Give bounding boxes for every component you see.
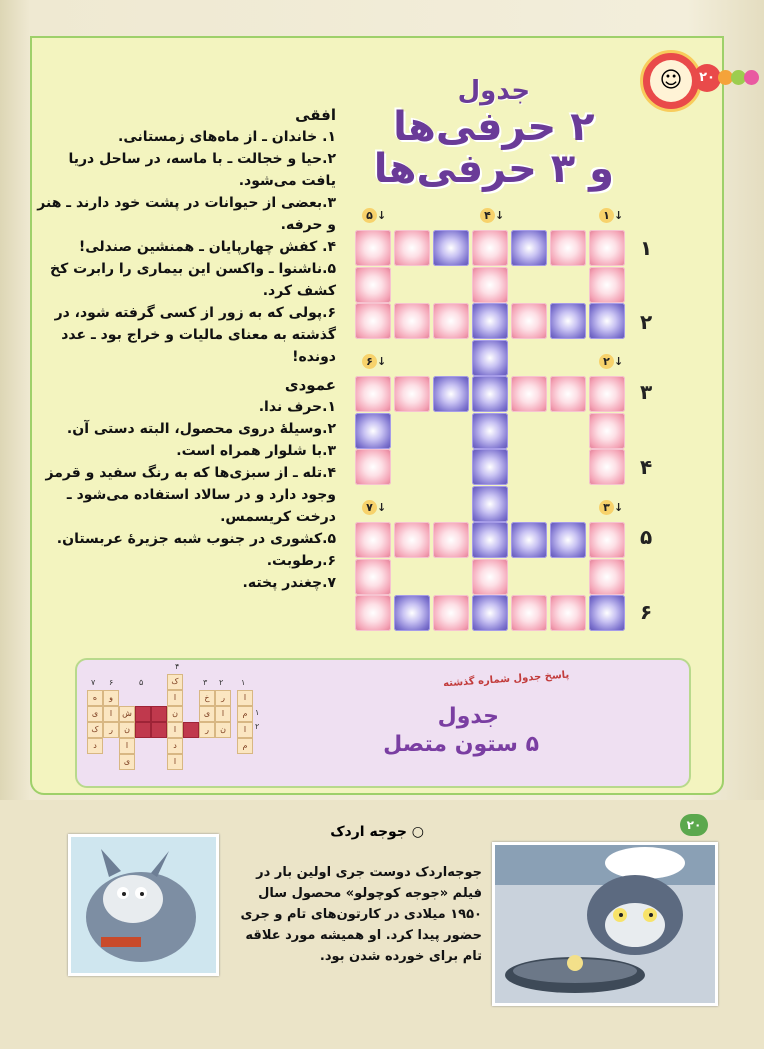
across-clue: ۶.پولی که به زور از کسی گرفته شود، در گذشته به معنای مالیات و خراج بود ـ عدد دونده! (54, 305, 336, 365)
down-clue: ۵.کشوری در جنوب شبه جزیرهٔ عربستان. (56, 531, 336, 547)
answer-column-number: ۴ (175, 662, 180, 671)
answer-column-number: ۵ (139, 678, 144, 687)
grid-cell[interactable] (355, 559, 391, 595)
down-clue: ۷.چغندر پخته. (242, 575, 336, 591)
grid-cell[interactable] (589, 449, 625, 485)
answer-cell: ن (215, 722, 231, 738)
grid-cell[interactable] (550, 595, 586, 631)
answer-cell: ر (199, 722, 215, 738)
answer-cell: ا (119, 738, 135, 754)
column-number: ۲ ↓ (599, 354, 623, 369)
across-clue: ۱. خاندان ـ از ماه‌های زمستانی. (118, 129, 336, 145)
answer-cell: ر (103, 722, 119, 738)
grid-cell[interactable] (355, 522, 391, 558)
grid-cell[interactable] (472, 486, 508, 522)
grid-cell[interactable] (472, 413, 508, 449)
grid-cell[interactable] (472, 340, 508, 376)
grid-cell[interactable] (511, 595, 547, 631)
across-clue: ۲.حیا و خجالت ـ با ماسه، در ساحل دریا یافت می‌شود. (68, 151, 336, 189)
grid-cell[interactable] (550, 303, 586, 339)
answer-cell: ا (167, 690, 183, 706)
answer-cell: ن (119, 722, 135, 738)
across-clue: ۵.ناشنوا ـ واکسن این بیماری را رابرت کخ کشف کرد. (50, 261, 336, 299)
grid-cell[interactable] (355, 595, 391, 631)
grid-cell[interactable] (511, 522, 547, 558)
grid-cell[interactable] (355, 376, 391, 412)
answer-title-2: ۵ ستون متصل (383, 732, 539, 757)
grid-cell[interactable] (589, 303, 625, 339)
answer-cell: د (167, 738, 183, 754)
row-number: ۱ (640, 236, 653, 260)
grid-cell[interactable] (394, 230, 430, 266)
grid-cell[interactable] (355, 303, 391, 339)
answer-column-number: ۱ (241, 678, 246, 687)
grid-cell[interactable] (433, 522, 469, 558)
grid-cell[interactable] (472, 595, 508, 631)
grid-cell[interactable] (394, 303, 430, 339)
answer-cell: ش (119, 706, 135, 722)
column-number: ۱ ↓ (599, 208, 623, 223)
across-clue: ۳.بعضی از حیوانات در پشت خود دارند ـ هنر و حرفه. (37, 195, 336, 233)
answer-cell: ک (167, 674, 183, 690)
answer-blank-cell (135, 722, 151, 738)
down-clue: ۲.وسیلهٔ دروی محصول، البته دستی آن. (66, 421, 336, 437)
answer-cell: خ (199, 690, 215, 706)
grid-cell[interactable] (589, 522, 625, 558)
answer-cell: د (87, 738, 103, 754)
grid-cell[interactable] (472, 230, 508, 266)
answer-cell: ا (215, 706, 231, 722)
tom-cartoon-image (68, 834, 219, 976)
column-number: ۴ ↓ (480, 208, 504, 223)
answer-cell: ی (199, 706, 215, 722)
grid-cell[interactable] (550, 522, 586, 558)
answer-title-1: جدول (437, 704, 499, 729)
answer-column-number: ۲ (219, 678, 224, 687)
grid-cell[interactable] (511, 303, 547, 339)
grid-cell[interactable] (394, 595, 430, 631)
down-clue: ۳.با شلوار همراه است. (176, 443, 336, 459)
clues-section (36, 104, 336, 594)
answer-cell: ی (119, 754, 135, 770)
answer-row-number: ۲ (255, 722, 260, 731)
answer-blank-cell (183, 722, 199, 738)
grid-cell[interactable] (472, 449, 508, 485)
grid-cell[interactable] (394, 522, 430, 558)
answer-cell: ی (87, 706, 103, 722)
answer-column-number: ۷ (91, 678, 96, 687)
title-line-3: و ۳ حرفی‌ها (373, 146, 614, 192)
answer-column-number: ۶ (109, 678, 114, 687)
section-title: ○ جوجه اردک (330, 824, 424, 840)
across-heading: افقی (295, 106, 336, 124)
grid-cell[interactable] (589, 267, 625, 303)
previous-answer-box (75, 658, 691, 788)
page-badge-number: ۲۰ (693, 64, 721, 92)
grid-cell[interactable] (472, 267, 508, 303)
answer-cell: ا (167, 722, 183, 738)
puzzle-title (374, 76, 614, 190)
column-number: ۳ ↓ (599, 500, 623, 515)
row-number: ۴ (640, 455, 653, 479)
grid-cell[interactable] (472, 522, 508, 558)
grid-cell[interactable] (589, 595, 625, 631)
row-number: ۳ (640, 380, 653, 404)
grid-cell[interactable] (394, 376, 430, 412)
grid-cell[interactable] (433, 230, 469, 266)
answer-label: پاسخ جدول شماره گذشته (442, 669, 570, 690)
answer-cell: ا (103, 706, 119, 722)
answer-cell: ا (237, 690, 253, 706)
row-number: ۵ (640, 525, 653, 549)
grid-cell[interactable] (433, 376, 469, 412)
row-number: ۲ (640, 310, 653, 334)
answer-blank-cell (135, 706, 151, 722)
answer-cell: ا (167, 754, 183, 770)
grid-cell[interactable] (355, 267, 391, 303)
answer-cell: ن (167, 706, 183, 722)
decorative-dots (718, 70, 757, 89)
answer-cell: م (237, 738, 253, 754)
column-number: ۵ ↓ (362, 208, 386, 223)
answer-blank-cell (151, 722, 167, 738)
answer-cell: ه (87, 690, 103, 706)
answer-cell: ر (215, 690, 231, 706)
mascot-icon: ☺ (650, 60, 692, 102)
grid-cell[interactable] (589, 230, 625, 266)
grid-cell[interactable] (511, 230, 547, 266)
grid-cell[interactable] (433, 303, 469, 339)
grid-cell[interactable] (589, 413, 625, 449)
grid-cell[interactable] (589, 559, 625, 595)
title-line-1: جدول (457, 76, 531, 106)
across-clue: ۴. کفش چهارپایان ـ همنشین صندلی! (78, 239, 336, 255)
grid-cell[interactable] (355, 230, 391, 266)
grid-cell[interactable] (511, 376, 547, 412)
grid-cell[interactable] (589, 376, 625, 412)
title-line-2: ۲ حرفی‌ها (393, 104, 595, 150)
section-paragraph: جوجه‌اردک دوست جری اولین بار در فیلم «جوجه کوچولو» محصول سال ۱۹۵۰ میلادی در کارتون‌های تام و جری حضور پیدا کرد. او همیشه مورد علاقه تام برای خورده شدن بود. (240, 865, 482, 964)
answer-cell: ک (87, 722, 103, 738)
down-clue: ۱.حرف ندا. (258, 399, 336, 415)
answer-row-number: ۱ (255, 708, 260, 717)
down-clue: ۶.رطوبت. (266, 553, 336, 569)
page-number: ۲۰ (680, 814, 708, 836)
grid-cell[interactable] (472, 303, 508, 339)
grid-cell[interactable] (550, 230, 586, 266)
down-heading: عمودی (284, 376, 336, 394)
answer-cell: ا (237, 722, 253, 738)
grid-cell[interactable] (472, 559, 508, 595)
grid-cell[interactable] (550, 376, 586, 412)
answer-cell: و (103, 690, 119, 706)
answer-blank-cell (151, 706, 167, 722)
grid-cell[interactable] (355, 449, 391, 485)
grid-cell[interactable] (433, 595, 469, 631)
row-number: ۶ (640, 600, 653, 624)
column-number: ۷ ↓ (362, 500, 386, 515)
grid-cell[interactable] (355, 413, 391, 449)
column-number: ۶ ↓ (362, 354, 386, 369)
answer-cell: م (237, 706, 253, 722)
answer-column-number: ۳ (203, 678, 208, 687)
grid-cell[interactable] (472, 376, 508, 412)
tom-chef-image (492, 842, 718, 1006)
down-clue: ۴.تله ـ از سبزی‌ها که به رنگ سفید و قرمز وجود دارد و در سالاد استفاده می‌شود ـ درخت کریسمس. (45, 465, 336, 525)
